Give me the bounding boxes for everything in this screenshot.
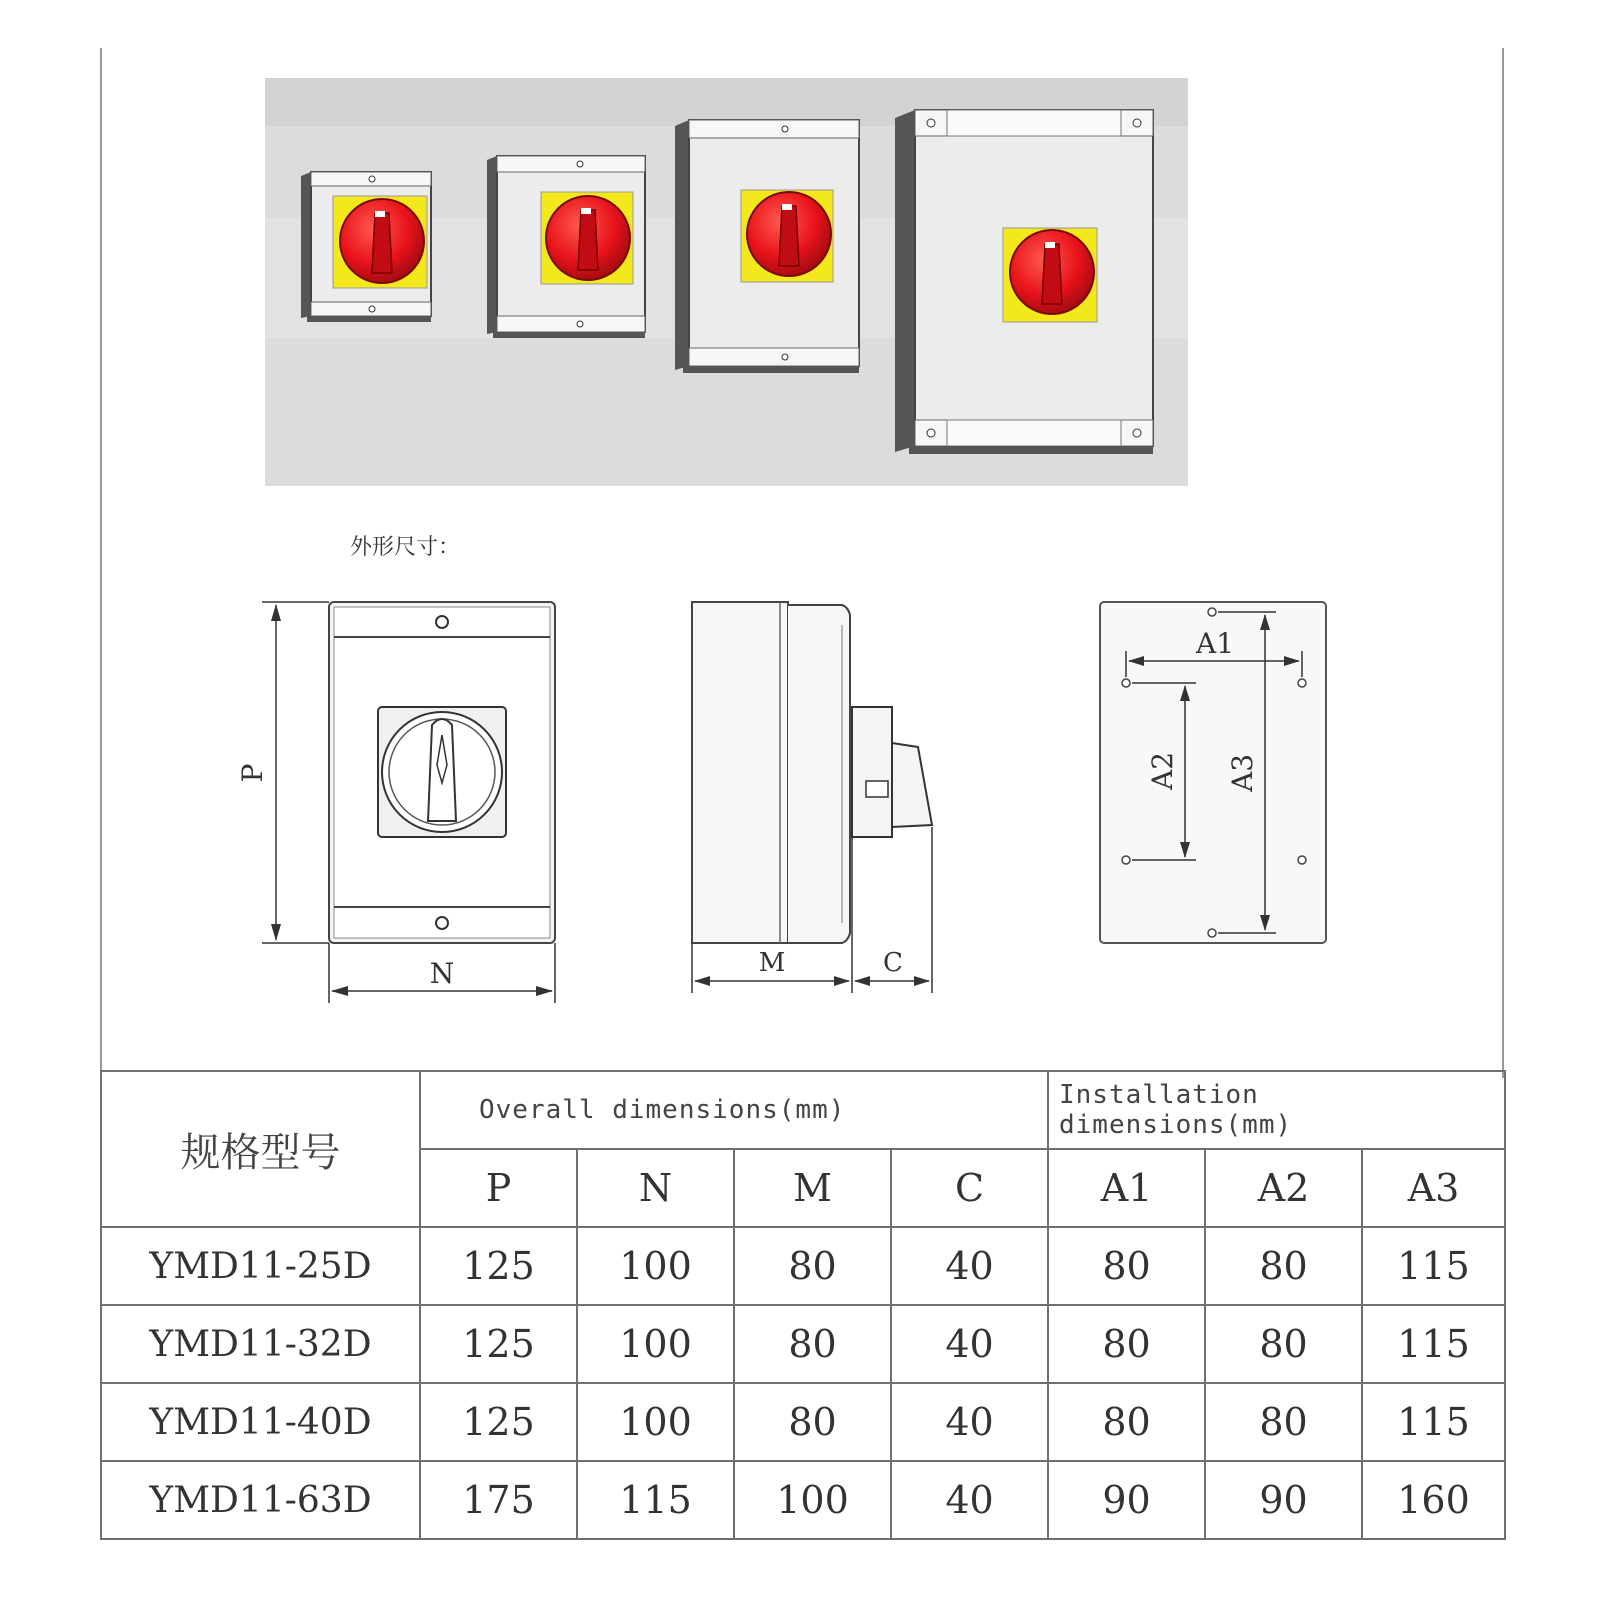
side-view-drawing [692, 602, 932, 993]
enclosure-medium [487, 156, 645, 338]
dimensions-table [100, 1070, 1506, 1540]
dimensions-caption: 外形尺寸： [350, 535, 461, 560]
model-cell: YMD11-40D [101, 1383, 420, 1461]
value-cell: 100 [577, 1383, 734, 1461]
column-header-p: P [420, 1149, 577, 1227]
column-header-c: C [891, 1149, 1048, 1227]
model-header: 规格型号 [101, 1071, 420, 1227]
column-header-m: M [734, 1149, 891, 1227]
label-a3: A3 [1226, 753, 1259, 793]
model-cell: YMD11-63D [101, 1461, 420, 1539]
value-cell: 115 [1362, 1227, 1505, 1305]
enclosure-large [675, 120, 859, 373]
value-cell: 125 [420, 1227, 577, 1305]
product-photo [265, 78, 1188, 486]
value-cell: 160 [1362, 1461, 1505, 1539]
value-cell: 100 [577, 1227, 734, 1305]
table-row [101, 1383, 1505, 1461]
back-view-drawing [1100, 602, 1326, 943]
value-cell: 115 [1362, 1305, 1505, 1383]
model-cell: YMD11-32D [101, 1305, 420, 1383]
label-m: M [758, 948, 786, 978]
value-cell: 80 [1205, 1305, 1362, 1383]
dimension-drawings [0, 585, 1600, 1025]
value-cell: 80 [1048, 1383, 1205, 1461]
value-cell: 115 [1362, 1383, 1505, 1461]
column-header-n: N [577, 1149, 734, 1227]
table-row [101, 1305, 1505, 1383]
enclosure-xlarge [895, 110, 1153, 454]
label-n: N [429, 957, 455, 990]
value-cell: 100 [734, 1461, 891, 1539]
label-a2: A2 [1146, 751, 1179, 791]
value-cell: 80 [734, 1227, 891, 1305]
value-cell: 115 [577, 1461, 734, 1539]
value-cell: 80 [734, 1305, 891, 1383]
front-view-drawing [236, 602, 555, 1003]
enclosure-small [301, 172, 431, 322]
table-row [101, 1227, 1505, 1305]
value-cell: 40 [891, 1227, 1048, 1305]
value-cell: 100 [577, 1305, 734, 1383]
column-header-a2: A2 [1205, 1149, 1362, 1227]
value-cell: 125 [420, 1305, 577, 1383]
value-cell: 125 [420, 1383, 577, 1461]
label-a1: A1 [1195, 627, 1235, 660]
value-cell: 40 [891, 1383, 1048, 1461]
value-cell: 80 [1205, 1227, 1362, 1305]
value-cell: 90 [1048, 1461, 1205, 1539]
value-cell: 80 [734, 1383, 891, 1461]
label-c: C [883, 948, 903, 978]
overall-dimensions-header: Overall dimensions(mm) [420, 1071, 1048, 1149]
table-header-row [101, 1071, 1505, 1149]
value-cell: 175 [420, 1461, 577, 1539]
value-cell: 80 [1048, 1305, 1205, 1383]
value-cell: 40 [891, 1305, 1048, 1383]
value-cell: 80 [1205, 1383, 1362, 1461]
column-header-a1: A1 [1048, 1149, 1205, 1227]
model-cell: YMD11-25D [101, 1227, 420, 1305]
value-cell: 80 [1048, 1227, 1205, 1305]
value-cell: 90 [1205, 1461, 1362, 1539]
label-p: P [236, 763, 269, 783]
installation-dimensions-header: Installation dimensions(mm) [1048, 1071, 1505, 1149]
value-cell: 40 [891, 1461, 1048, 1539]
table-row [101, 1461, 1505, 1539]
column-header-a3: A3 [1362, 1149, 1505, 1227]
